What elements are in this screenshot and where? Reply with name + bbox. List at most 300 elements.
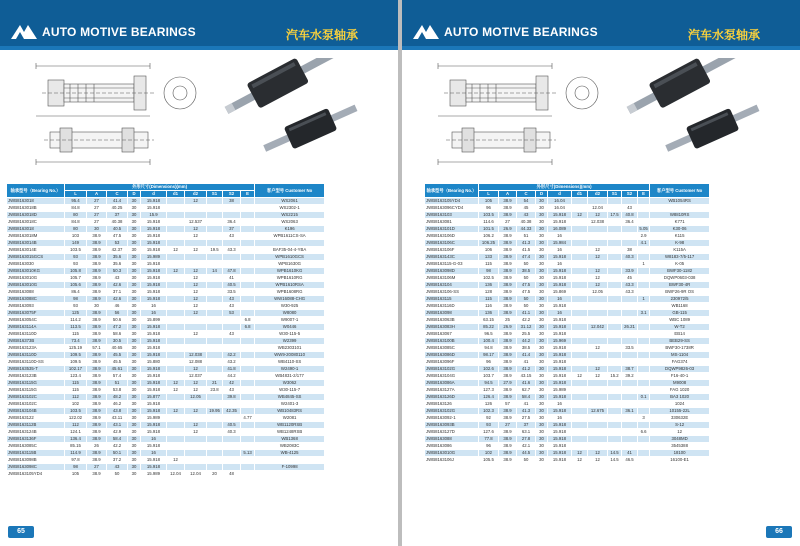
dimension-cell xyxy=(572,289,588,296)
dimension-cell xyxy=(207,310,223,317)
dimension-cell xyxy=(622,233,638,240)
dimension-cell xyxy=(207,464,223,471)
column-header: d xyxy=(141,191,167,198)
dimension-cell: 41 xyxy=(223,275,241,282)
dimension-cell xyxy=(241,205,255,212)
dimension-cell: 109.5 xyxy=(65,352,87,359)
table-row xyxy=(425,205,710,212)
dimension-cell: 100.4 xyxy=(479,338,499,345)
dimension-cell: 12 xyxy=(588,373,608,380)
dimension-cell xyxy=(638,338,650,345)
dimension-cell xyxy=(572,205,588,212)
dimension-cell: 115 xyxy=(479,296,499,303)
dimension-cell: 15.918 xyxy=(141,268,167,275)
page-header xyxy=(0,0,398,50)
dimension-cell xyxy=(638,303,650,310)
dimension-cell: 15.880 xyxy=(141,359,167,366)
bearing-technical-drawing xyxy=(432,58,772,178)
customer-number-cell: 230972/5 xyxy=(650,296,710,303)
customer-number-cell: WB1248RSB xyxy=(255,429,325,436)
dimension-cell xyxy=(572,415,588,422)
dimension-cell: 15.918 xyxy=(548,331,572,338)
dimension-cell: 133 xyxy=(479,254,499,261)
dimension-cell: 19.95 xyxy=(207,408,223,415)
dimension-cell: 30.5 xyxy=(107,338,128,345)
customer-number-cell: W9007-1 xyxy=(255,317,325,324)
dimension-cell: 38.5 xyxy=(517,268,536,275)
section-title-cn: 汽车水泵轴承 xyxy=(285,28,358,42)
customer-number-cell: DQWP0603-038 xyxy=(650,275,710,282)
dimension-cell: 38.9 xyxy=(87,373,107,380)
dimension-cell: 41.4 xyxy=(107,198,128,205)
customer-number-cell: 10155-22L xyxy=(650,408,710,415)
dimension-cell: 15.918 xyxy=(141,331,167,338)
column-header: D xyxy=(536,191,548,198)
dimension-cell: 46.5 xyxy=(622,457,638,464)
dimension-cell: 80 xyxy=(65,226,87,233)
dimension-cell xyxy=(638,331,650,338)
table-row xyxy=(425,338,710,345)
part-number-cell: JWB8163054C xyxy=(7,317,65,324)
dimension-cell: 15.877 xyxy=(141,394,167,401)
dimension-cell xyxy=(241,408,255,415)
dimension-cell: 12.038 xyxy=(588,219,608,226)
dimension-cell: 43 xyxy=(223,303,241,310)
dimension-cell xyxy=(608,317,622,324)
dimension-cell: 38.9 xyxy=(87,380,107,387)
part-number-cell: JWB8163098C xyxy=(7,464,65,471)
dimension-cell xyxy=(241,198,255,205)
dimension-cell xyxy=(207,422,223,429)
dimension-cell: 15.918 xyxy=(141,373,167,380)
part-number-cell: JWB8163086D xyxy=(425,352,479,359)
dimension-cell: 98.17 xyxy=(479,352,499,359)
dimension-cell: 31.12 xyxy=(517,324,536,331)
table-row xyxy=(425,450,710,457)
dimension-cell: 30 xyxy=(536,275,548,282)
dimension-cell: 93 xyxy=(65,303,87,310)
dimension-cell: 30 xyxy=(536,394,548,401)
dimension-cell xyxy=(588,352,608,359)
dimension-cell: 15.989 xyxy=(548,387,572,394)
dimension-cell: 102.3 xyxy=(479,408,499,415)
part-number-cell: JWB8163136F xyxy=(7,436,65,443)
dimension-cell: 15.989 xyxy=(141,415,167,422)
dimension-cell xyxy=(572,359,588,366)
customer-number-cell: WPB1610GCS xyxy=(255,254,325,261)
dimension-cell: 38.9 xyxy=(87,240,107,247)
customer-number-cell: FAG 1020 xyxy=(650,387,710,394)
dimension-cell: 27.5 xyxy=(517,415,536,422)
dimension-cell: 38.9 xyxy=(87,268,107,275)
dimension-cell xyxy=(167,394,185,401)
page-number: 65 xyxy=(8,526,34,538)
dimension-cell xyxy=(241,464,255,471)
dimension-cell: 26.21 xyxy=(622,324,638,331)
dimension-cell: 93 xyxy=(65,261,87,268)
dimension-cell: 38.9 xyxy=(499,359,517,366)
customer-number-cell: W30-115-5 xyxy=(255,331,325,338)
dimension-cell: 50 xyxy=(517,296,536,303)
dimension-cell xyxy=(572,408,588,415)
dimension-cell: 12.04 xyxy=(185,471,207,478)
dimension-cell: 12 xyxy=(185,268,207,275)
dimension-cell: 36.4 xyxy=(223,219,241,226)
dimension-cell xyxy=(572,394,588,401)
dimension-cell xyxy=(638,373,650,380)
table-row xyxy=(7,198,325,205)
customer-number-cell: 18100 xyxy=(650,450,710,457)
dimension-cell: 26.9 xyxy=(499,324,517,331)
dimension-cell: 30 xyxy=(128,282,141,289)
dimension-cell xyxy=(241,422,255,429)
column-header: D xyxy=(128,191,141,198)
customer-number-cell: 12 xyxy=(650,429,710,436)
dimension-cell: 15.918 xyxy=(141,338,167,345)
dimension-cell: 122.02 xyxy=(65,415,87,422)
dimension-cell xyxy=(167,436,185,443)
part-number-cell: JWB816373B xyxy=(7,338,65,345)
column-header: d1 xyxy=(572,191,588,198)
dimension-cell: 38.9 xyxy=(499,247,517,254)
table-row xyxy=(7,380,325,387)
table-row xyxy=(7,387,325,394)
dimension-cell: 30 xyxy=(536,415,548,422)
dimension-cell: 27 xyxy=(87,464,107,471)
dimension-cell: 114.9 xyxy=(65,450,87,457)
table-row xyxy=(425,233,710,240)
dimension-cell xyxy=(622,436,638,443)
dimension-cell xyxy=(622,331,638,338)
dimension-cell: 30 xyxy=(128,457,141,464)
dimension-cell xyxy=(622,296,638,303)
dimension-cell xyxy=(588,436,608,443)
table-row xyxy=(7,352,325,359)
dimension-cell xyxy=(207,443,223,450)
dimension-cell xyxy=(588,240,608,247)
dimension-cell: 48.2 xyxy=(107,394,128,401)
dimension-cell: 15.918 xyxy=(141,247,167,254)
dimension-cell: 30 xyxy=(536,289,548,296)
dimension-cell: 15.918 xyxy=(548,394,572,401)
table-row xyxy=(7,317,325,324)
dimension-cell xyxy=(608,226,622,233)
customer-number-cell: W2081 xyxy=(255,415,325,422)
dimension-cell xyxy=(638,345,650,352)
dimension-cell: 43 xyxy=(223,331,241,338)
dimension-cell: 16 xyxy=(548,401,572,408)
part-number-cell: JWB8163085C xyxy=(7,443,65,450)
table-row xyxy=(7,275,325,282)
table-row xyxy=(7,261,325,268)
dimension-cell: 43 xyxy=(107,464,128,471)
dimension-cell: 112 xyxy=(65,394,87,401)
dimension-cell xyxy=(572,422,588,429)
dimension-cell: 98 xyxy=(479,268,499,275)
dimension-cell: 12 xyxy=(572,212,588,219)
part-number-cell: JWB8163010G xyxy=(7,282,65,289)
dimension-cell: 113.5 xyxy=(65,324,87,331)
dimension-cell: 43.15 xyxy=(517,373,536,380)
dimension-cell: 30 xyxy=(536,310,548,317)
dimension-cell xyxy=(207,198,223,205)
dimension-cell: 30 xyxy=(536,359,548,366)
table-row xyxy=(425,345,710,352)
dimension-cell xyxy=(241,233,255,240)
dimension-cell: 38.9 xyxy=(499,303,517,310)
dimension-cell: 17.5 xyxy=(608,212,622,219)
dimension-cell: 38 xyxy=(223,198,241,205)
dimension-cell xyxy=(167,289,185,296)
dimension-cell xyxy=(207,394,223,401)
dimension-cell: 12.675 xyxy=(588,408,608,415)
dimension-cell: 38.9 xyxy=(499,429,517,436)
dimension-cell: 16 xyxy=(548,296,572,303)
dimension-cell: 30 xyxy=(128,422,141,429)
dimension-cell: 42 xyxy=(223,380,241,387)
customer-number-cell: BWF26-9R OS xyxy=(650,289,710,296)
dimension-cell xyxy=(223,436,241,443)
table-row xyxy=(7,436,325,443)
dimension-cell xyxy=(223,324,241,331)
dimension-cell: 38.9 xyxy=(87,310,107,317)
part-number-cell: JWB8163014B xyxy=(7,240,65,247)
dimension-cell: 30 xyxy=(128,261,141,268)
dimension-cell: 126 xyxy=(479,401,499,408)
dimension-cell xyxy=(608,289,622,296)
dimension-cell: 105.8 xyxy=(65,268,87,275)
dimension-cell: 3.1 xyxy=(638,310,650,317)
dimension-cell xyxy=(638,247,650,254)
dimension-cell: 25 xyxy=(499,317,517,324)
dimension-cell xyxy=(223,212,241,219)
dimension-cell xyxy=(608,324,622,331)
part-number-cell: JWB8163123B xyxy=(7,373,65,380)
dimension-cell: 16 xyxy=(141,436,167,443)
dimension-cell xyxy=(608,380,622,387)
customer-number-cell: W-T2 xyxy=(650,324,710,331)
column-header: d2 xyxy=(185,191,207,198)
dimension-cell: 12 xyxy=(185,380,207,387)
dimension-cell: 12.05 xyxy=(185,394,207,401)
dimension-cell xyxy=(622,338,638,345)
dimension-cell: 98 xyxy=(65,296,87,303)
dimension-cell xyxy=(241,436,255,443)
dimension-cell: 38.9 xyxy=(87,331,107,338)
dimension-cell xyxy=(207,219,223,226)
part-number-cell: JWB8163100B xyxy=(425,338,479,345)
customer-number-cell: WPB1608RG xyxy=(255,289,325,296)
brand-title: AUTO MOTIVE BEARINGS xyxy=(444,25,598,39)
dimension-cell xyxy=(572,261,588,268)
dimension-cell: 15.918 xyxy=(141,401,167,408)
dimension-cell: 15.918 xyxy=(548,436,572,443)
dimension-cell xyxy=(638,289,650,296)
dimension-cell: 45.5 xyxy=(107,359,128,366)
dimension-cell: 38.9 xyxy=(87,275,107,282)
dimension-cell: 38.9 xyxy=(87,457,107,464)
dimension-cell: 6.8 xyxy=(241,317,255,324)
part-number-cell: JWB8163088 xyxy=(425,436,479,443)
dimension-cell: 38.9 xyxy=(87,415,107,422)
dimension-cell: 30 xyxy=(128,450,141,457)
dimension-cell xyxy=(608,359,622,366)
customer-number-cell: WPB1611CS-SA xyxy=(255,233,325,240)
dimension-cell: 37.2 xyxy=(107,457,128,464)
dimension-cell: 37 xyxy=(517,422,536,429)
dimension-cell: 15.984 xyxy=(548,240,572,247)
dimension-cell: 30 xyxy=(536,254,548,261)
dimension-cell xyxy=(608,345,622,352)
dimension-cell xyxy=(572,282,588,289)
table-row xyxy=(425,303,710,310)
header-part-no: 轴承型号（Bearing No.） xyxy=(425,184,479,198)
dimension-cell: 30 xyxy=(536,457,548,464)
table-row xyxy=(425,247,710,254)
dimension-cell: 35.6 xyxy=(107,261,128,268)
dimension-cell: 30 xyxy=(536,261,548,268)
dimension-cell: 12.042 xyxy=(588,324,608,331)
dimension-cell: 30 xyxy=(128,443,141,450)
dimension-cell: 15.918 xyxy=(548,408,572,415)
dimension-cell: 38.9 xyxy=(499,387,517,394)
part-number-cell: JWB8163124B xyxy=(7,429,65,436)
dimension-cell xyxy=(638,212,650,219)
table-row xyxy=(7,450,325,457)
dimension-cell: 12 xyxy=(185,296,207,303)
dimension-cell: 50 xyxy=(517,261,536,268)
dimension-cell: 30 xyxy=(128,429,141,436)
dimension-cell: 5.13 xyxy=(241,450,255,457)
part-number-cell: JWB8163116D xyxy=(425,303,479,310)
dimension-cell: 16 xyxy=(548,233,572,240)
dimension-cell: 16.089 xyxy=(548,226,572,233)
dimension-cell: 30 xyxy=(536,212,548,219)
customer-number-cell: WB4110-SS xyxy=(255,359,325,366)
dimension-cell: 39.2 xyxy=(622,373,638,380)
part-number-cell: JWB8163105YD4 xyxy=(425,198,479,205)
dimension-cell: 16 xyxy=(141,450,167,457)
dimension-cell: 105.5 xyxy=(479,457,499,464)
dimension-cell: 41.3 xyxy=(517,408,536,415)
customer-number-cell: K-98 xyxy=(650,240,710,247)
dimension-cell: 37 xyxy=(107,212,128,219)
dimension-cell: 84.8 xyxy=(65,219,87,226)
bearing-technical-drawing xyxy=(30,58,370,178)
part-number-cell: JWB8163063B xyxy=(425,317,479,324)
dimension-cell xyxy=(223,401,241,408)
dimension-cell: 30 xyxy=(128,436,141,443)
dimension-cell: 41 xyxy=(517,359,536,366)
dimension-cell: 47.8 xyxy=(223,268,241,275)
dimension-cell xyxy=(588,387,608,394)
table-row xyxy=(425,296,710,303)
table-row xyxy=(7,401,325,408)
table-row xyxy=(425,408,710,415)
dimension-cell: 38.9 xyxy=(87,429,107,436)
dimension-cell xyxy=(241,212,255,219)
dimension-cell xyxy=(207,366,223,373)
customer-number-cell: BWF30-1182 xyxy=(650,268,710,275)
bearing-spec-table xyxy=(424,183,710,464)
customer-number-cell: MS-1104 xyxy=(650,352,710,359)
dimension-cell xyxy=(241,310,255,317)
dimension-cell xyxy=(622,422,638,429)
header-customer-no: 客户型号 Customer No xyxy=(255,184,325,198)
dimension-cell: 4.77 xyxy=(241,415,255,422)
customer-number-cell: WB1054RS xyxy=(650,198,710,205)
header-dimensions: 外形尺寸(Dimensions)(mm) xyxy=(479,184,650,191)
dimension-cell: 43.3 xyxy=(622,289,638,296)
dimension-cell xyxy=(167,205,185,212)
dimension-cell: 12 xyxy=(167,408,185,415)
dimension-cell: 16 xyxy=(548,415,572,422)
dimension-cell: 16.04 xyxy=(548,205,572,212)
dimension-cell: 38.7 xyxy=(622,366,638,373)
dimension-cell: 16 xyxy=(548,247,572,254)
dimension-cell: 30 xyxy=(128,303,141,310)
dimension-cell xyxy=(241,247,255,254)
dimension-cell xyxy=(167,254,185,261)
dimension-cell: 15.918 xyxy=(548,317,572,324)
dimension-cell: 30 xyxy=(536,324,548,331)
customer-number-cell: WB10483RS xyxy=(255,408,325,415)
dimension-cell: 3 xyxy=(638,415,650,422)
dimension-cell: 15.918 xyxy=(141,275,167,282)
table-row xyxy=(425,310,710,317)
dimension-cell: 105.7 xyxy=(65,275,87,282)
dimension-cell: 27 xyxy=(87,205,107,212)
customer-number-cell: DQWP9826-03 xyxy=(650,366,710,373)
dimension-cell: 40.65 xyxy=(107,345,128,352)
dimension-cell xyxy=(207,331,223,338)
dimension-cell xyxy=(608,205,622,212)
table-row xyxy=(425,212,710,219)
part-number-cell: JWB8163093B xyxy=(425,422,479,429)
table-row xyxy=(7,282,325,289)
dimension-cell: 30 xyxy=(536,436,548,443)
table-row xyxy=(425,282,710,289)
dimension-cell: 12 xyxy=(185,366,207,373)
part-number-cell: JWB8163110D xyxy=(7,331,65,338)
dimension-cell: 15.918 xyxy=(548,352,572,359)
dimension-cell xyxy=(588,310,608,317)
dimension-cell: 15.918 xyxy=(141,205,167,212)
dimension-cell: 30 xyxy=(128,317,141,324)
part-number-cell: JWB8163018 xyxy=(7,198,65,205)
dimension-cell: 38.9 xyxy=(499,338,517,345)
dimension-cell xyxy=(167,338,185,345)
dimension-cell: 27 xyxy=(499,422,517,429)
bearing-spec-table xyxy=(6,183,325,478)
dimension-cell: 38.9 xyxy=(87,359,107,366)
dimension-cell: 30 xyxy=(536,338,548,345)
part-number-cell: JWB8163098D xyxy=(425,268,479,275)
dimension-cell xyxy=(167,324,185,331)
dimension-cell xyxy=(638,254,650,261)
dimension-cell: 57.4 xyxy=(107,373,128,380)
dimension-cell: 15.918 xyxy=(548,254,572,261)
dimension-cell xyxy=(588,261,608,268)
column-header: E xyxy=(638,191,650,198)
dimension-cell xyxy=(638,422,650,429)
dimension-cell: 40.25 xyxy=(107,205,128,212)
table-row xyxy=(7,464,325,471)
dimension-cell xyxy=(622,226,638,233)
dimension-cell xyxy=(588,198,608,205)
table-row xyxy=(7,443,325,450)
dimension-cell xyxy=(638,408,650,415)
